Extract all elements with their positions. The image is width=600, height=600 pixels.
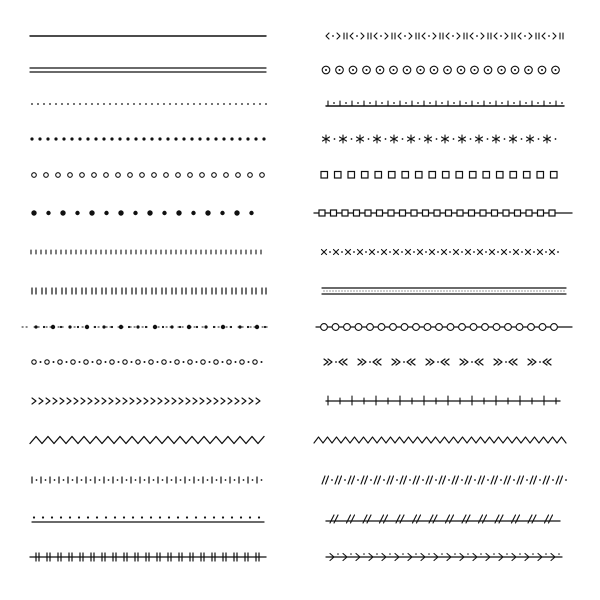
divider-left-dash-dot-ticks <box>32 477 262 483</box>
divider-right-angle-bracket-motif <box>326 33 563 39</box>
divider-right-line-with-ticks <box>326 396 560 405</box>
divider-left-dots-over-line <box>32 516 264 522</box>
divider-right-hollow-squares <box>321 172 557 179</box>
divider-right-arrow-motif <box>324 359 551 365</box>
divider-right-arrows-on-line <box>326 553 562 560</box>
divider-left-fine-dots <box>31 103 267 105</box>
divider-right-asterisks <box>323 135 557 143</box>
divider-right-slashes-on-line <box>326 515 560 523</box>
divider-left-small-circles <box>32 173 265 178</box>
divider-left-double-line <box>30 68 266 72</box>
divider-right-slash-and-dot-motif <box>322 476 567 484</box>
divider-left-double-ticks <box>32 288 266 294</box>
divider-right-circles-on-line <box>316 324 572 331</box>
divider-left-bold-dots <box>30 137 265 140</box>
divider-right-squares-on-line <box>314 210 572 216</box>
divider-left-short-dashes <box>31 250 261 254</box>
divider-left-hash-marks-on-line <box>30 553 266 561</box>
divider-left-circle-dot-alternating <box>32 360 263 364</box>
divider-right-dotted-double-line <box>322 288 566 294</box>
divider-left-zigzag <box>30 437 264 444</box>
divider-left-mixed-dots-on-dashed-line <box>22 325 267 329</box>
divider-right-crosses-and-dots <box>322 250 559 255</box>
divider-right-circled-dots <box>322 66 559 74</box>
divider-right-fine-zigzag <box>314 437 566 443</box>
divider-right-ticks-under-line <box>326 101 564 106</box>
divider-left-chevron-chain <box>32 398 260 404</box>
divider-left-large-filled-dots <box>31 210 253 215</box>
